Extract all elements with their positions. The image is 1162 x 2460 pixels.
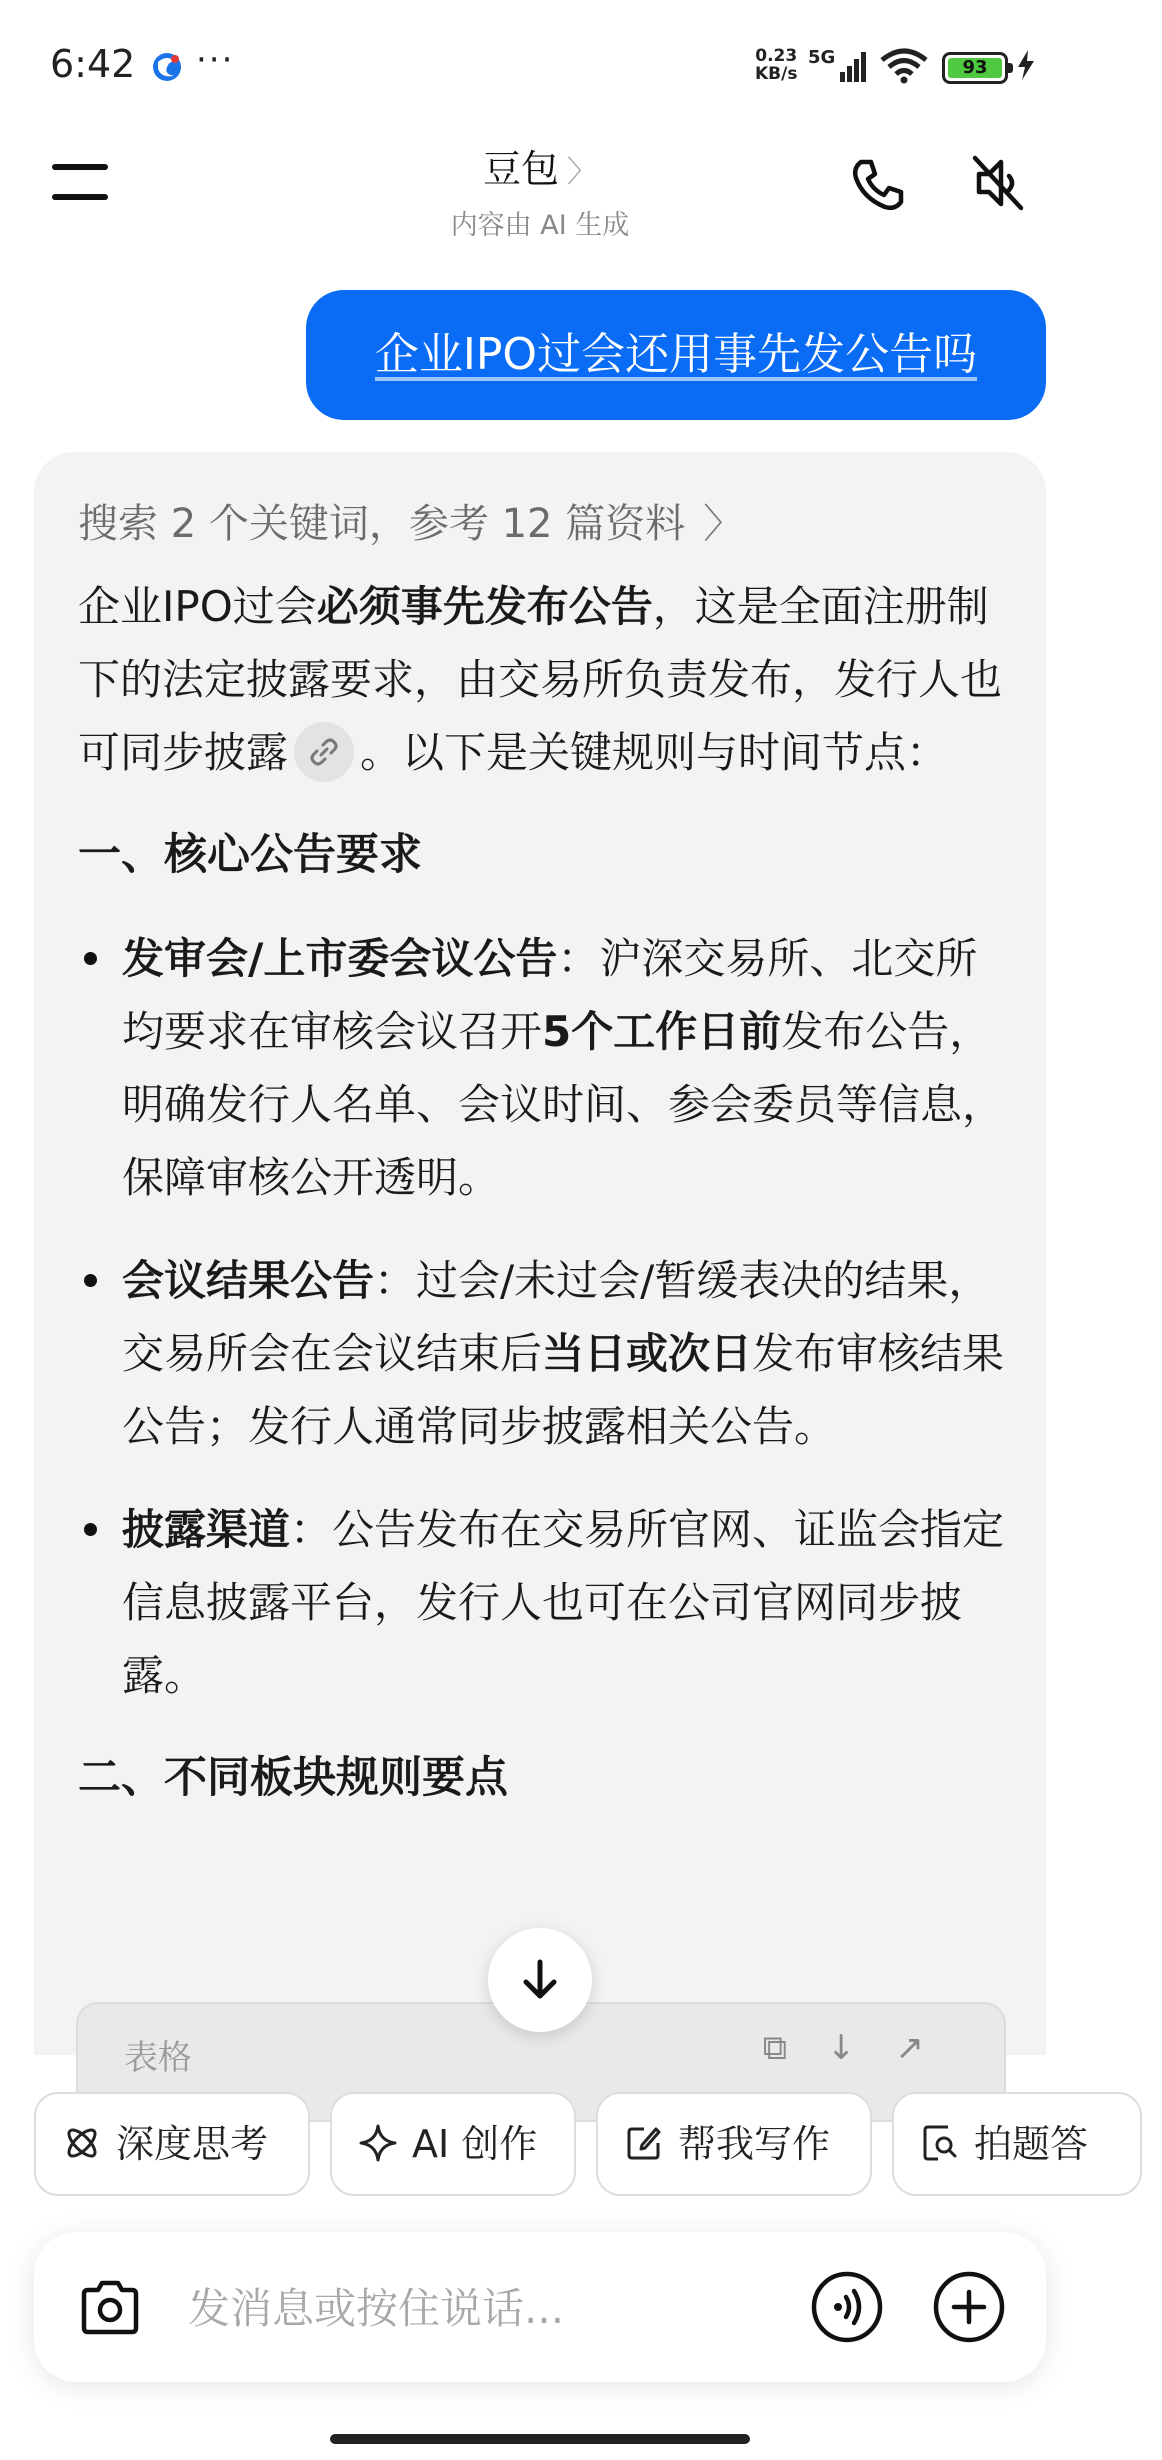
list-item (78, 1493, 1018, 1712)
charging-icon (1016, 48, 1036, 82)
answer-intro (78, 570, 1018, 789)
bullet-text: 发布审核结果公告；发行人通常同步披露相关公告。 (122, 1329, 1005, 1451)
battery-icon (942, 52, 1008, 84)
wifi-icon (880, 48, 928, 84)
chevron-right-icon: 〉 (567, 155, 597, 190)
bullet-bold: 当日或次日 (542, 1329, 753, 1378)
browser-swirl-icon (150, 50, 184, 84)
chat-header (0, 130, 1080, 270)
network-type: 5G (808, 47, 836, 68)
status-bar (0, 0, 1080, 130)
status-more-icon: ··· (196, 40, 235, 80)
add-attachment-button[interactable] (932, 2270, 1006, 2344)
battery-level: 93 (948, 58, 1002, 78)
chip-label: AI 创作 (412, 2122, 538, 2166)
section-heading: 二、不同板块规则要点 (78, 1753, 508, 1803)
search-reference-text: 搜索 2 个关键词，参考 12 篇资料 (78, 501, 686, 547)
source-link-button[interactable] (294, 722, 354, 782)
chip-label: 深度思考 (116, 2122, 269, 2166)
signal-icon (826, 50, 868, 84)
arrow-down-icon (520, 1958, 560, 2002)
chevron-right-icon: 〉 (703, 501, 744, 547)
bullet-icon (84, 1523, 97, 1536)
status-time: 6:42 (50, 42, 136, 86)
bullet-text: 发布公告，明确发行人名单、会议时间、参会委员等信息，保障审核公开透明。 (122, 1007, 1005, 1202)
bullet-icon (84, 952, 97, 965)
help-write-button[interactable] (596, 2092, 872, 2196)
photo-answer-button[interactable] (892, 2092, 1142, 2196)
link-icon (308, 736, 340, 768)
bullet-text: ：公告发布在交易所官网、证监会指定信息披露平台，发行人也可在公司官网同步披露。 (122, 1505, 1005, 1700)
header-title-group[interactable] (0, 138, 1080, 242)
bullet-lead: 披露渠道 (122, 1505, 291, 1554)
quick-actions (34, 2092, 1089, 2198)
message-input-bar (34, 2232, 1046, 2382)
speaker-mute-button[interactable] (965, 150, 1031, 216)
bullet-text: ：过会/未过会/暂缓表决的结果，交易所会在会议结束后 (122, 1256, 991, 1378)
search-reference-link[interactable] (78, 492, 743, 549)
download-icon[interactable]: ↓ (827, 2028, 896, 2068)
atom-icon (62, 2123, 102, 2163)
copy-icon[interactable]: ⧉ (762, 2028, 827, 2068)
scroll-to-bottom-button[interactable] (488, 1928, 592, 2032)
intro-text: 。以下是关键规则与时间节点： (360, 728, 949, 777)
sparkle-icon (358, 2123, 398, 2163)
rules-list (78, 922, 1018, 1712)
user-message-bubble[interactable] (306, 290, 1046, 420)
table-toolbar (763, 2028, 964, 2068)
assistant-message-card (34, 452, 1046, 2078)
home-indicator[interactable] (330, 2434, 750, 2444)
bullet-bold: 5个工作日前 (542, 1007, 782, 1056)
ai-disclaimer: 内容由 AI 生成 (450, 210, 630, 241)
ai-create-button[interactable] (330, 2092, 576, 2196)
message-input[interactable]: 发消息或按住说话... (188, 2284, 565, 2333)
chip-label: 帮我写作 (678, 2122, 831, 2166)
bullet-lead: 会议结果公告 (122, 1256, 375, 1305)
user-message-text: 企业IPO过会还用事先发公告吗 (374, 329, 978, 380)
page-title: 豆包 (482, 147, 559, 191)
table-label: 表格 (124, 2038, 192, 2078)
assistant-answer (78, 570, 1018, 1815)
net-speed-unit: KB/s (755, 64, 798, 84)
intro-text: ，这是全面注册制下的法定披露要求，由交易所负责发布，发行人也可同步披露 (78, 582, 1003, 777)
expand-icon[interactable]: ↗ (895, 2028, 964, 2068)
phone-call-button[interactable] (845, 152, 911, 218)
camera-button[interactable] (76, 2274, 144, 2342)
net-speed (755, 47, 797, 83)
list-item (78, 1244, 1018, 1463)
section-heading: 一、核心公告要求 (78, 830, 422, 880)
bullet-text: ：沪深交易所、北交所均要求在审核会议召开 (122, 934, 978, 1056)
intro-text: 企业IPO过会 (78, 582, 317, 631)
chip-label: 拍题答 (974, 2122, 1089, 2166)
bullet-lead: 发审会/上市委会议公告 (122, 934, 558, 983)
intro-bold-text: 必须事先发布公告 (316, 582, 653, 631)
deep-think-button[interactable] (34, 2092, 310, 2196)
voice-call-button[interactable] (810, 2270, 884, 2344)
bullet-icon (84, 1274, 97, 1287)
net-speed-value: 0.23 (755, 46, 798, 66)
photo-search-icon (920, 2123, 960, 2163)
list-item (78, 922, 1018, 1214)
edit-icon (624, 2123, 664, 2163)
